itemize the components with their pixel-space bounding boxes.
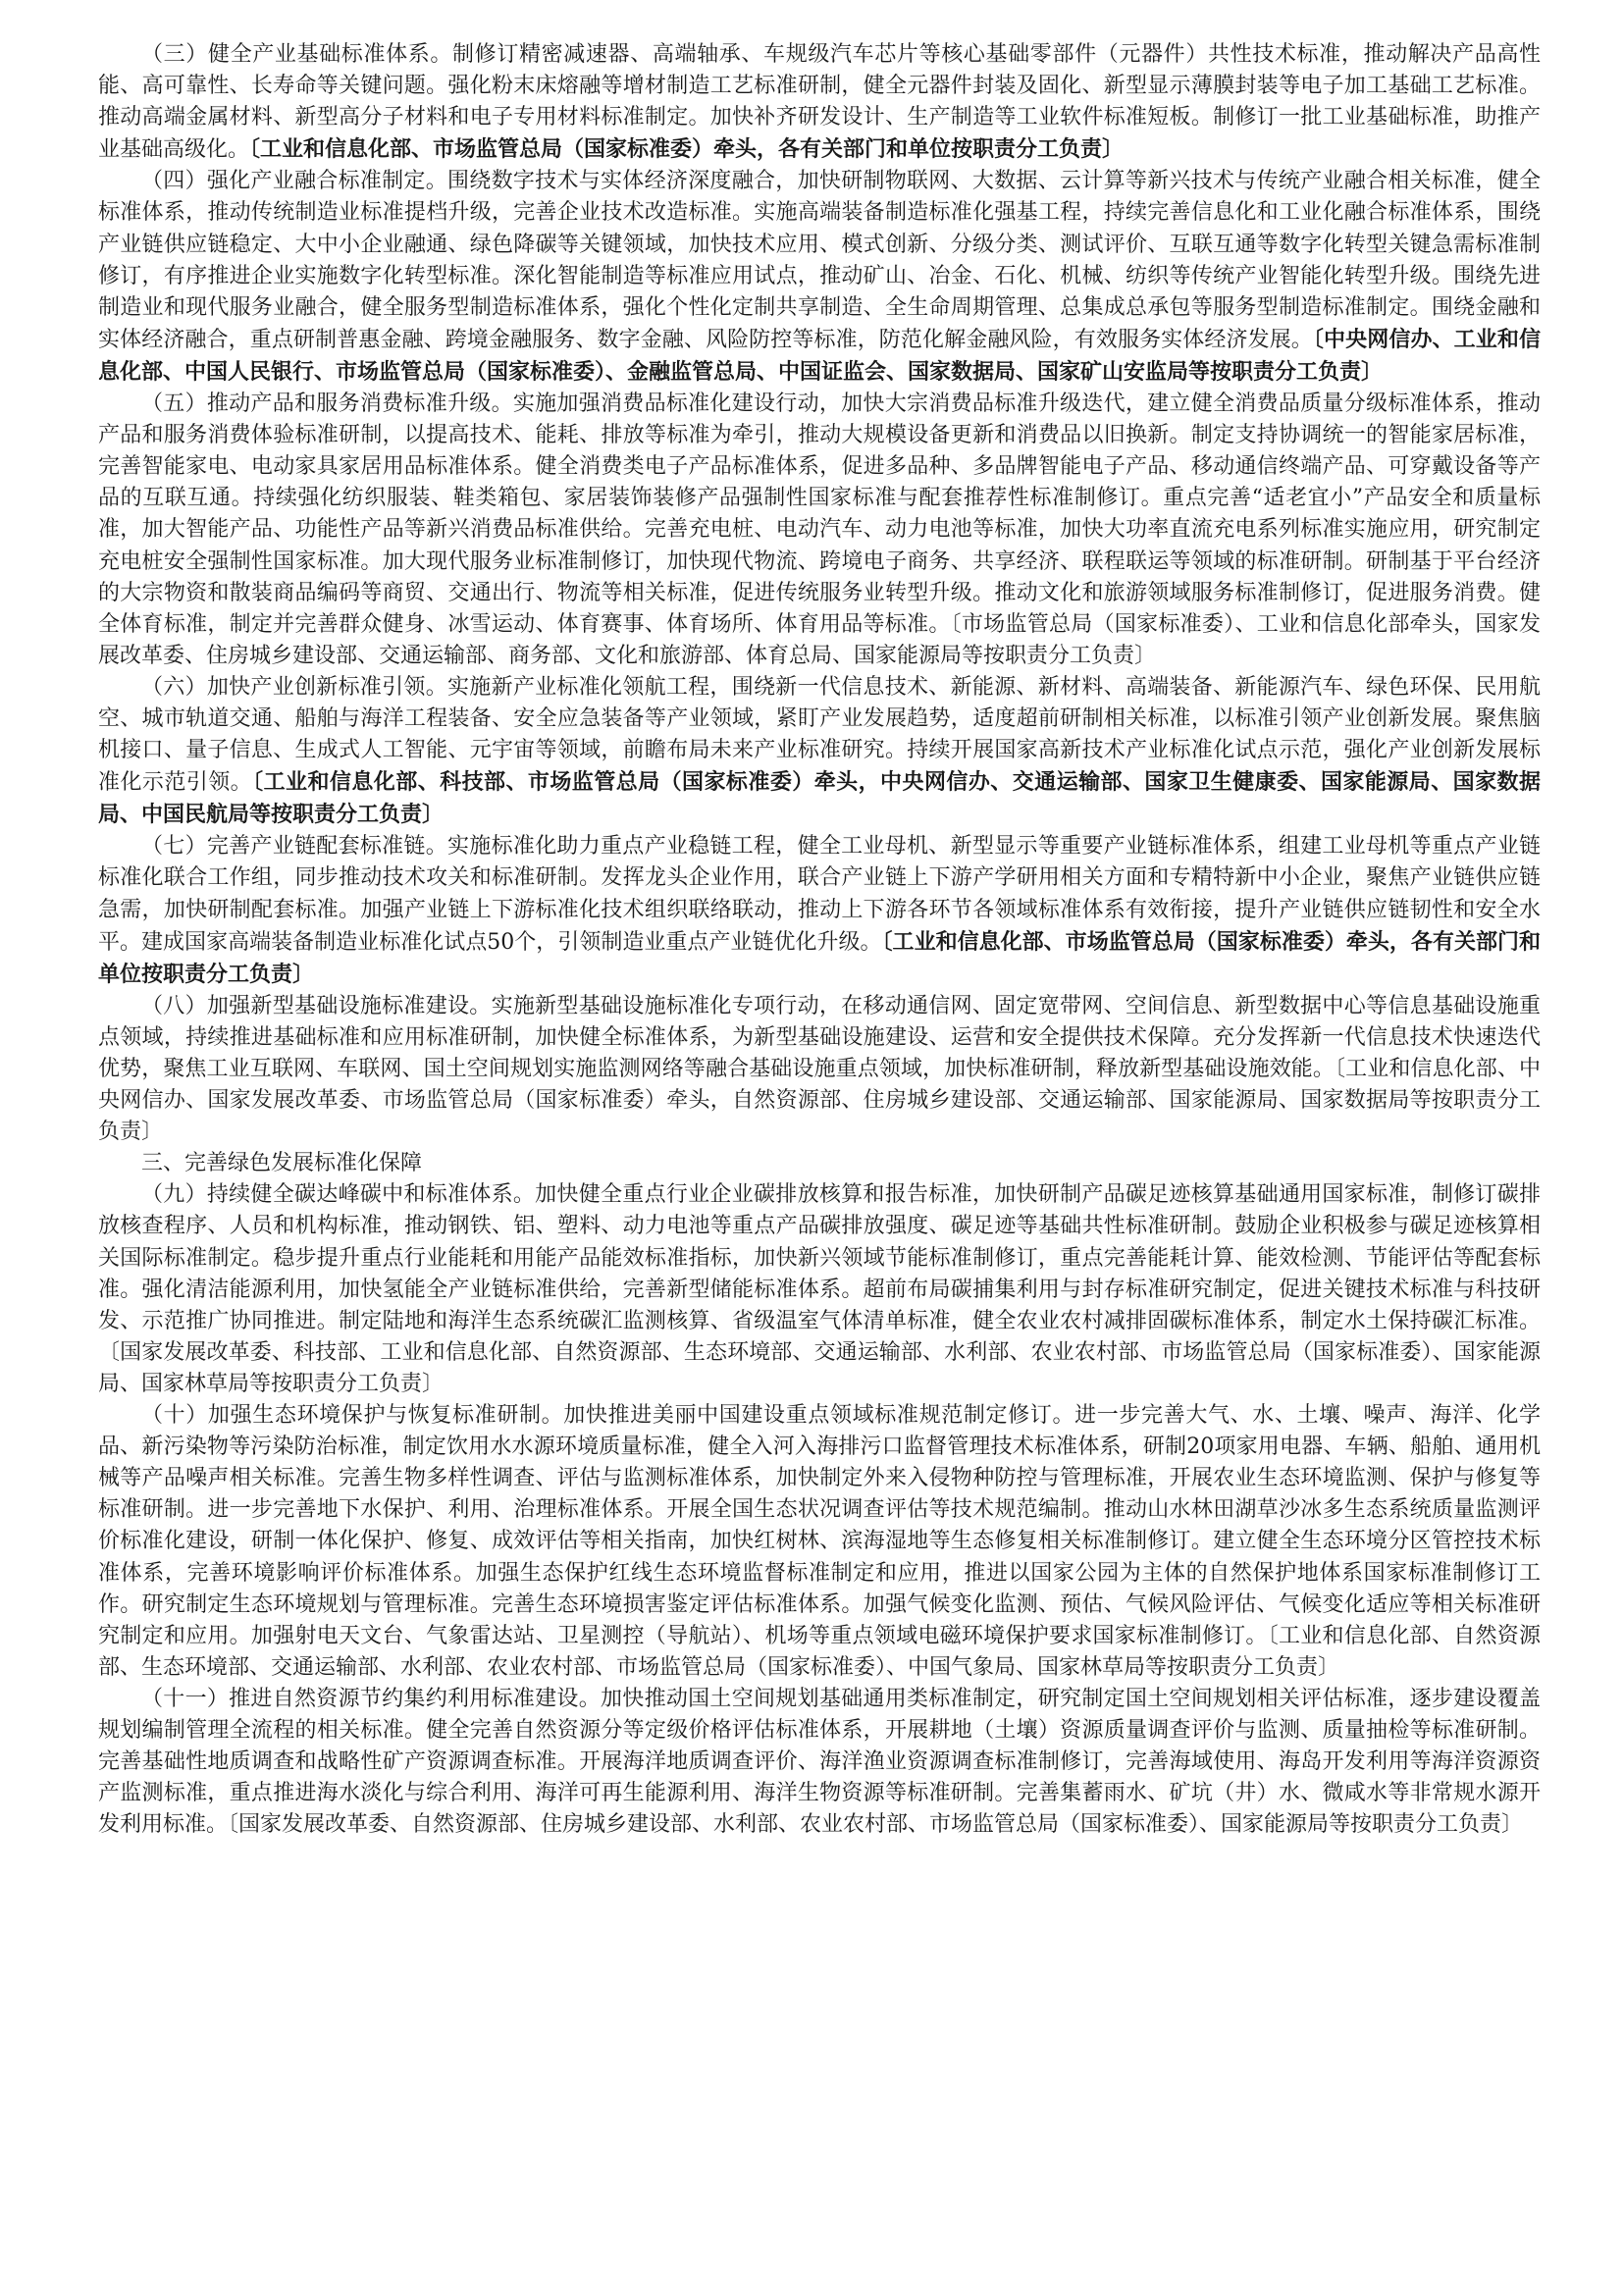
paragraph-text: （五）推动产品和服务消费标准升级。实施加强消费品标准化建设行动，加快大宗消费品标准升级迭代，建立健全消费品质量分级标准体系，推动产品和服务消费体验标准研制，以提高技术、能耗、排放等标准为牵引，推动大规模设备更新和消费品以旧换新。制定支持协调统一的智能家居标准，完善智能家电、电动家具家居用品标准体系。健全消费类电子产品标准体系，促进多品种、多品牌智能电子产品、移动通信终端产品、可穿戴设备等产品的互联互通。持续强化纺织服装、鞋类箱包、家居装饰装修产品强制性国家标准与配套推荐性标准制修订。重点完善“适老宜小”产品安全和质量标准，加大智能产品、功能性产品等新兴消费品标准供给。完善充电桩、电动汽车、动力电池等标准，加快大功率直流充电系列标准实施应用，研究制定充电桩安全强制性国家标准。加大现代服务业标准制修订，加快现代物流、跨境电子商务、共享经济、联程联运等领域的标准研制。研制基于平台经济的大宗物资和散装商品编码等商贸、交通出行、物流等相关标准，促进传统服务业转型升级。推动文化和旅游领域服务标准制修订，促进服务消费。健全体育标准，制定并完善群众健身、冰雪运动、体育赛事、体育场所、体育用品等标准。 bbox=[98, 391, 1541, 637]
responsibility-note: 〔国家发展改革委、科技部、工业和信息化部、自然资源部、生态环境部、交通运输部、水利部、农业农村部、市场监管总局（国家标准委）、国家能源局、国家林草局等按职责分工负责〕 bbox=[98, 1339, 1541, 1396]
paragraph-text: （七）完善产业链配套标准链。实施标准化助力重点产业稳链工程，健全工业母机、新型显示等重要产业链标准体系，组建工业母机等重点产业链标准化联合工作组，同步推动技术攻关和标准研制。发挥龙头企业作用，联合产业链上下游产学研用相关方面和专精特新中小企业，聚焦产业链供应链急需，加快研制配套标准。加强产业链上下游标准化技术组织联络联动，推动上下游各环节各领域标准体系有效衔接，提升产业链供应链韧性和安全水平。建成国家高端装备制造业标准化试点50个，引领制造业重点产业链优化升级。 bbox=[98, 834, 1541, 955]
paragraph-5 bbox=[98, 389, 1541, 672]
paragraph-text: （六）加快产业创新标准引领。实施新产业标准化领航工程，围绕新一代信息技术、新能源、新材料、高端装备、新能源汽车、绿色环保、民用航空、城市轨道交通、船舶与海洋工程装备、安全应急装备等产业领域，紧盯产业发展趋势，适度超前研制相关标准，以标准引领产业创新发展。聚焦脑机接口、量子信息、生成式人工智能、元宇宙等领域，前瞻布局未来产业标准研究。持续开展国家高新技术产业标准化试点示范，强化产业创新发展标准化示范引领。 bbox=[98, 674, 1541, 796]
responsibility-note: 〔工业和信息化部、科技部、市场监管总局（国家标准委）牵头，中央网信办、交通运输部、国家卫生健康委、国家能源局、国家数据局、中国民航局等按职责分工负责〕 bbox=[98, 769, 1541, 828]
paragraph-text: （三）健全产业基础标准体系。制修订精密减速器、高端轴承、车规级汽车芯片等核心基础零部件（元器件）共性技术标准，推动解决产品高性能、高可靠性、长寿命等关键问题。强化粉末床熔融等增材制造工艺标准研制，健全元器件封装及固化、新型显示薄膜封装等电子加工基础工艺标准。推动高端金属材料、新型高分子材料和电子专用材料标准制定。加快补齐研发设计、生产制造等工业软件标准短板。制修订一批工业基础标准，助推产业基础高级化。 bbox=[98, 42, 1541, 163]
responsibility-note: 〔中央网信办、工业和信息化部、中国人民银行、市场监管总局（国家标准委）、金融监管总局、中国证监会、国家数据局、国家矿山安监局等按职责分工负责〕 bbox=[98, 326, 1541, 385]
paragraph-text: （十一）推进自然资源节约集约利用标准建设。加快推动国土空间规划基础通用类标准制定，研究制定国土空间规划相关评估标准，逐步建设覆盖规划编制管理全流程的相关标准。健全完善自然资源分等定级价格评估标准体系，开展耕地（土壤）资源质量调查评价与监测、质量抽检等标准研制。完善基础性地质调查和战略性矿产资源调查标准。开展海洋地质调查评价、海洋渔业资源调查标准制修订，完善海域使用、海岛开发利用等海洋资源资产监测标准，重点推进海水淡化与综合利用、海洋可再生能源利用、海洋生物资源等标准研制。完善集蓄雨水、矿坑（井）水、微咸水等非常规水源开发利用标准。 bbox=[98, 1686, 1541, 1838]
responsibility-note: 〔市场监管总局（国家标准委）、工业和信息化部牵头，国家发展改革委、住房城乡建设部、交通运输部、商务部、文化和旅游部、体育总局、国家能源局等按职责分工负责〕 bbox=[98, 611, 1541, 668]
paragraph-text: （九）持续健全碳达峰碳中和标准体系。加快健全重点行业企业碳排放核算和报告标准，加快研制产品碳足迹核算基础通用国家标准，制修订碳排放核查程序、人员和机构标准，推动钢铁、铝、塑料、动力电池等重点产品碳排放强度、碳足迹等基础共性标准研制。鼓励企业积极参与碳足迹核算相关国际标准制定。稳步提升重点行业能耗和用能产品能效标准指标，加快新兴领域节能标准制修订，重点完善能耗计算、能效检测、节能评估等配套标准。强化清洁能源利用，加快氢能全产业链标准供给，完善新型储能标准体系。超前布局碳捕集利用与封存标准研究制定，促进关键技术标准与科技研发、示范推广协同推进。制定陆地和海洋生态系统碳汇监测核算、省级温室气体清单标准，健全农业农村减排固碳标准体系，制定水土保持碳汇标准。 bbox=[98, 1182, 1541, 1333]
paragraph-7 bbox=[98, 831, 1541, 990]
paragraph-10 bbox=[98, 1400, 1541, 1684]
responsibility-note: 〔工业和信息化部、市场监管总局（国家标准委）牵头，各有关部门和单位按职责分工负责〕 bbox=[249, 136, 1125, 163]
paragraph-8 bbox=[98, 991, 1541, 1148]
paragraph-text: （十）加强生态环境保护与恢复标准研制。加快推进美丽中国建设重点领域标准规范制定修订。进一步完善大气、水、土壤、噪声、海洋、化学品、新污染物等污染防治标准，制定饮用水水源环境质量标准，健全入河入海排污口监督管理技术标准体系，研制20项家用电器、车辆、船舶、通用机械等产品噪声相关标准。完善生物多样性调查、评估与监测标准体系，加快制定外来入侵物种防控与管理标准，开展农业生态环境监测、保护与修复等标准研制。进一步完善地下水保护、利用、治理标准体系。开展全国生态状况调查评估等技术规范编制。推动山水林田湖草沙冰多生态系统质量监测评价标准化建设，研制一体化保护、修复、成效评估等相关指南，加快红树林、滨海湿地等生态修复相关标准制修订。建立健全生态环境分区管控技术标准体系，完善环境影响评价标准体系。加强生态保护红线生态环境监督标准制定和应用，推进以国家公园为主体的自然保护地体系国家标准制修订工作。研究制定生态环境规划与管理标准。完善生态环境损害鉴定评估标准体系。加强气候变化监测、预估、气候风险评估、气候变化适应等相关标准研究制定和应用。加强射电天文台、气象雷达站、卫星测控（导航站）、机场等重点领域电磁环境保护要求国家标准制修订。 bbox=[98, 1403, 1541, 1648]
paragraph-text: （八）加强新型基础设施标准建设。实施新型基础设施标准化专项行动，在移动通信网、固定宽带网、空间信息、新型数据中心等信息基础设施重点领域，持续推进基础标准和应用标准研制，加快健全标准体系，为新型基础设施建设、运营和安全提供技术保障。充分发挥新一代信息技术快速迭代优势，聚焦工业互联网、车联网、国土空间规划实施监测网络等融合基础设施重点领域，加快标准研制，释放新型基础设施效能。 bbox=[98, 993, 1541, 1081]
section-heading: 三、完善绿色发展标准化保障 bbox=[141, 1151, 423, 1176]
paragraph-6 bbox=[98, 672, 1541, 831]
paragraph-11 bbox=[98, 1684, 1541, 1841]
responsibility-note: 〔国家发展改革委、自然资源部、住房城乡建设部、水利部、农业农村部、市场监管总局（国家标准委）、国家能源局等按职责分工负责〕 bbox=[228, 1812, 1524, 1838]
responsibility-note: 〔工业和信息化部、中央网信办、国家发展改革委、市场监管总局（国家标准委）牵头，自然资源部、住房城乡建设部、交通运输部、国家能源局、国家数据局等按职责分工负责〕 bbox=[98, 1057, 1541, 1145]
paragraph-text: （四）强化产业融合标准制定。围绕数字技术与实体经济深度融合，加快研制物联网、大数据、云计算等新兴技术与传统产业融合相关标准，健全标准体系，推动传统制造业标准提档升级，完善企业技术改造标准。实施高端装备制造标准化强基工程，持续完善信息化和工业化融合标准体系，围绕产业链供应链稳定、大中小企业融通、绿色降碳等关键领域，加快技术应用、模式创新、分级分类、测试评价、互联互通等数字化转型关键急需标准制修订，有序推进企业实施数字化转型标准。深化智能制造等标准应用试点，推动矿山、冶金、石化、机械、纺织等传统产业智能化转型升级。围绕先进制造业和现代服务业融合，健全服务型制造标准体系，强化个性化定制共享制造、全生命周期管理、总集成总承包等服务型制造标准制定。围绕金融和实体经济融合，重点研制普惠金融、跨境金融服务、数字金融、风险防控等标准，防范化解金融风险，有效服务实体经济发展。 bbox=[98, 169, 1541, 352]
paragraph-3 bbox=[98, 39, 1541, 166]
document-page bbox=[98, 39, 1541, 1841]
responsibility-note: 〔工业和信息化部、市场监管总局（国家标准委）牵头，各有关部门和单位按职责分工负责〕 bbox=[98, 928, 1541, 987]
paragraph-4 bbox=[98, 166, 1541, 389]
responsibility-note: 〔工业和信息化部、自然资源部、生态环境部、交通运输部、水利部、农业农村部、市场监管总局（国家标准委）、中国气象局、国家林草局等按职责分工负责〕 bbox=[98, 1623, 1541, 1680]
paragraph-9 bbox=[98, 1179, 1541, 1400]
